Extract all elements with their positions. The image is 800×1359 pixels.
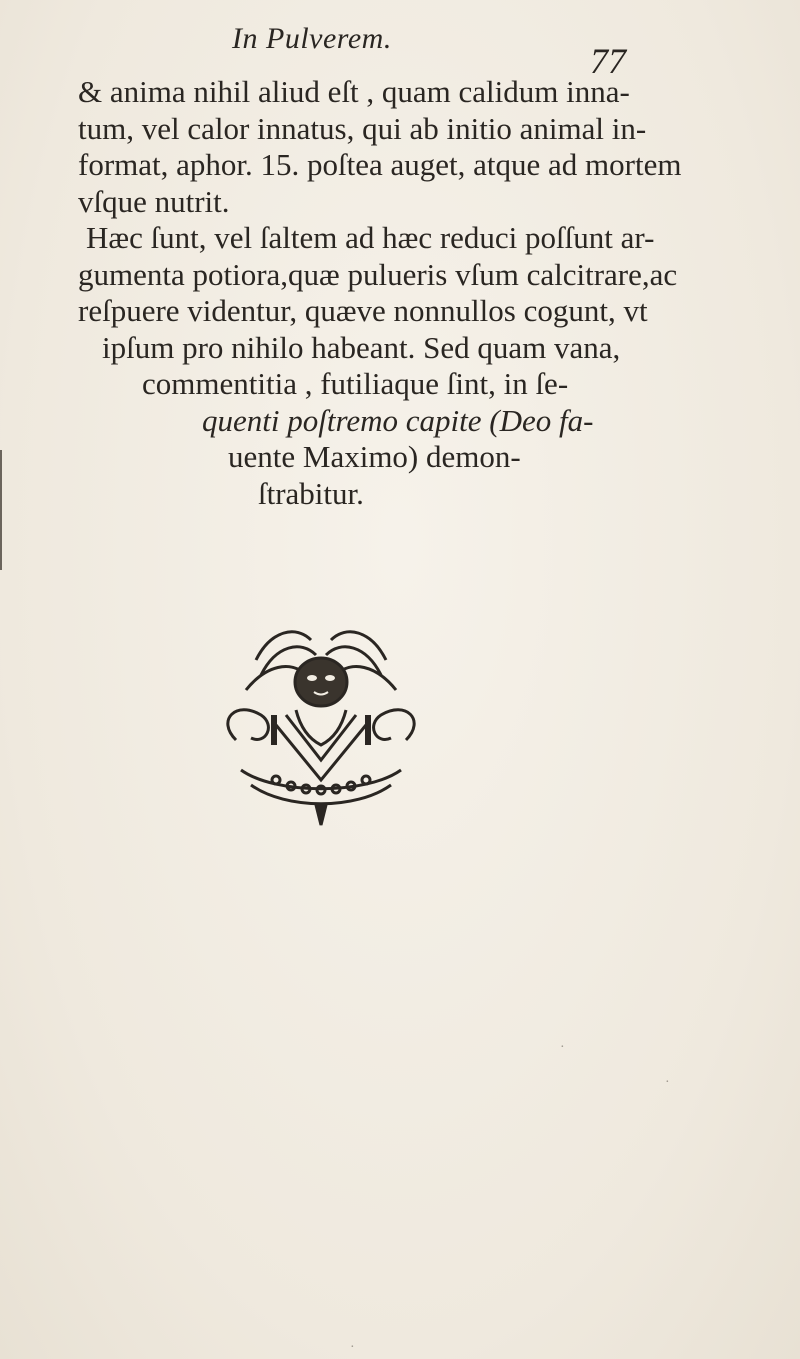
text-line-1: & anima nihil aliud eſt , quam calidum inna- [78, 74, 630, 109]
page-number: 77 [590, 41, 626, 81]
page-edge-shadow [0, 450, 2, 570]
text-line-6: gumenta potiora,quæ pulueris vſum calcitrare,ac [78, 256, 678, 292]
paper-speck: · [665, 1075, 670, 1090]
paper-speck: · [350, 1340, 355, 1355]
text-line-2: tum, vel calor innatus, qui ab initio animal in- [78, 110, 647, 146]
running-head: In Pulverem. [232, 22, 392, 55]
text-line-4: vſque nutrit. [78, 183, 230, 219]
text-line-9: commentitia , futiliaque ſint, in ſe- [142, 366, 569, 401]
text-line-10: quenti poſtremo capite (Deo fa- [202, 402, 594, 438]
text-line-3: format, aphor. 15. poſtea auget, atque ad mortem [78, 147, 682, 182]
body-text [78, 74, 718, 512]
text-line-7: reſpuere videntur, quæve nonnullos cogunt, vt [78, 293, 648, 328]
text-line-5: Hæc ſunt, vel ſaltem ad hæc reduci poſſunt ar- [86, 220, 655, 255]
text-line-11: uente Maximo) demon- [228, 439, 521, 474]
text-line-8: ipſum pro nihilo habeant. Sed quam vana, [102, 329, 621, 365]
paper-speck: · [560, 1040, 565, 1055]
cherub-tailpiece-icon [216, 620, 426, 830]
text-line-12: ſtrabitur. [258, 475, 364, 511]
